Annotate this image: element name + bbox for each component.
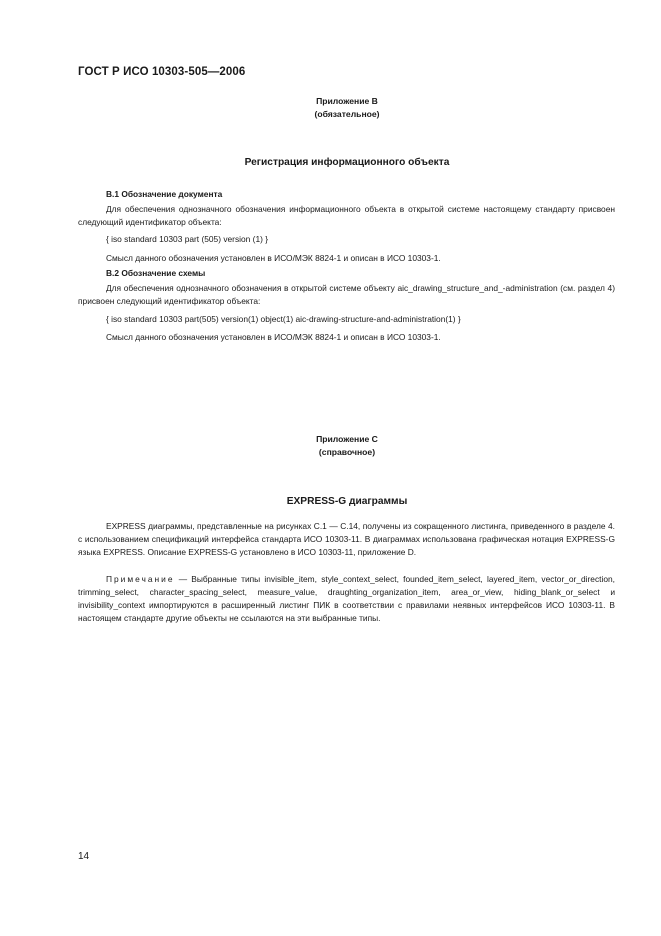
note-text: — Выбранные типы invisible_item, style_context_select, founded_item_select, layered_item, vector_or_direction, trimming_select, character_spacing_select, measure_value, draughting_organization_item, area_or_view, hiding_blank_or_select и invisibility_context импортируются в расширенный листинг ПИК в соответствии с правилами неявных интерфейсов ИСО 10303-11. В настоящем стандарте другие объекты не ссылаются на эти выбранные типы.: [78, 573, 615, 624]
appendix-c-title: EXPRESS-G диаграммы: [286, 496, 408, 507]
note-label: Примечание: [106, 573, 175, 584]
b2-heading: B.2 Обозначение схемы: [106, 268, 206, 279]
appendix-b-title: Регистрация информационного объекта: [244, 157, 450, 168]
appendix-b-status: (обязательное): [314, 108, 380, 119]
b1-meaning: Смысл данного обозначения установлен в ИСО/МЭК 8824-1 и описан в ИСО 10303-1.: [106, 252, 441, 263]
c-note: [78, 573, 615, 626]
appendix-c-label: Приложение C: [316, 434, 378, 444]
b1-text: Для обеспечения однозначного обозначения информационного объекта в открытой системе настоящему стандарту присвоен следующий идентификатор объекта:: [78, 204, 615, 228]
appendix-c-status: (справочное): [318, 446, 376, 457]
b2-meaning: Смысл данного обозначения установлен в ИСО/МЭК 8824-1 и описан в ИСО 10303-1.: [106, 331, 441, 342]
b2-identifier: { iso standard 10303 part(505) version(1) object(1) aic-drawing-structure-and-administration(1) }: [106, 313, 461, 324]
b1-identifier: { iso standard 10303 part (505) version (1) }: [106, 233, 269, 244]
appendix-c-heading: [0, 433, 661, 458]
appendix-b-heading: [0, 95, 661, 120]
appendix-b-label: Приложение B: [316, 96, 378, 106]
appendix-b-body: [78, 188, 615, 344]
c-paragraph: EXPRESS диаграммы, представленные на рисунках C.1 — C.14, получены из сокращенного листинга, приведенного в разделе 4. с использованием спецификаций интерфейса стандарта ИСО 10303-11. В диаграммах использована графическая нотация EXPRESS-G языка EXPRESS. Описание EXPRESS-G установлено в ИСО 10303-11, приложение D.: [78, 521, 615, 558]
document-header: ГОСТ Р ИСО 10303-505—2006: [78, 66, 246, 78]
page-number: 14: [78, 851, 90, 862]
appendix-c-body: [78, 520, 615, 625]
b2-text: Для обеспечения однозначного обозначения в открытой системе объекту aic_drawing_structure_and_-administration (см. раздел 4) присвоен следующий идентификатор объекта:: [78, 283, 615, 307]
b1-heading: B.1 Обозначение документа: [106, 189, 223, 199]
